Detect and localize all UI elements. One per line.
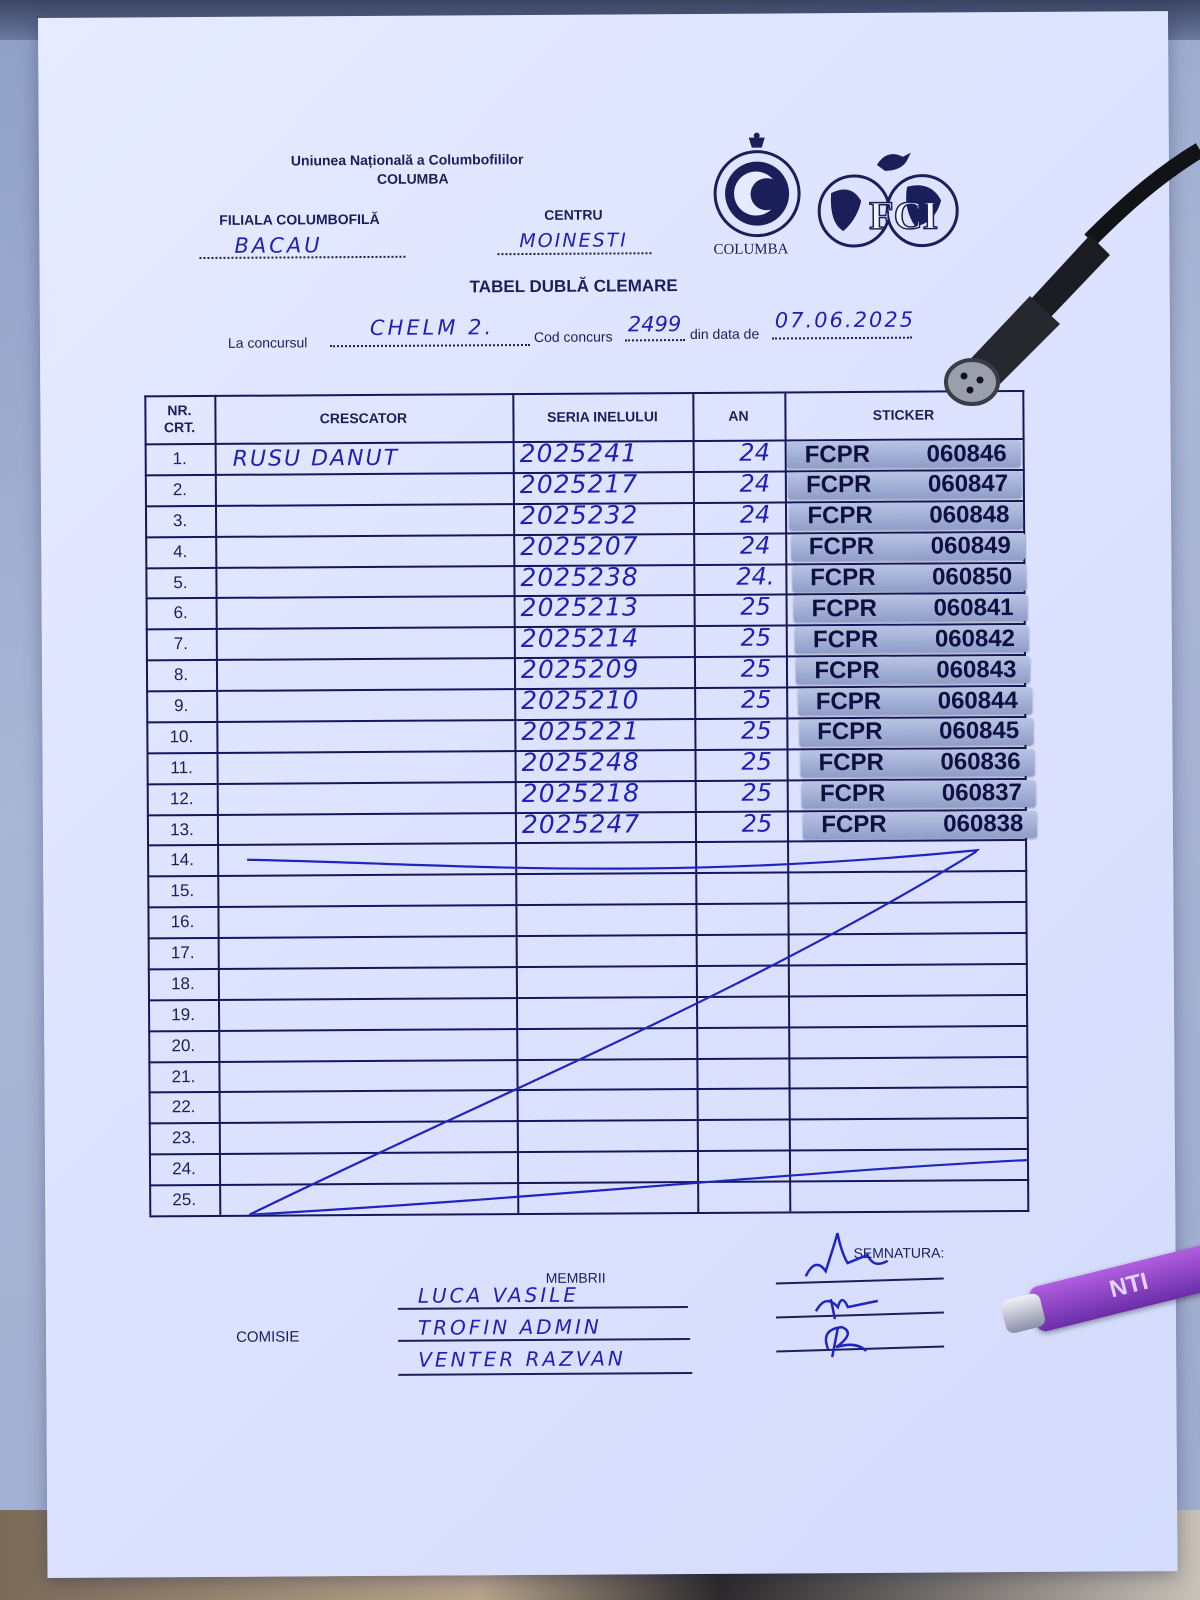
ring-year: 24 [739,500,771,529]
columba-logo [711,131,804,260]
row-number: 7. [173,634,188,654]
cod-concurs-label: Cod concurs [533,328,613,345]
sticker-number: 060838 [943,810,1024,838]
ring-year: 25 [741,747,772,776]
filiala-label: FILIALA COLUMBOFILĂ [219,210,380,228]
data-label: din data de [689,325,760,343]
member-1: LUCA VASILE [417,1282,580,1308]
sticker-number: 060848 [929,501,1010,529]
ring-series: 2025209 [520,654,640,685]
sticker-prefix: FCPR [819,780,886,808]
ring-year: 25 [740,623,772,652]
pen-print: NTI [1106,1267,1151,1304]
ring-series: 2025218 [521,778,641,808]
row-number: 5. [173,572,188,592]
signatures [775,1230,956,1371]
sticker-prefix: FCPR [807,502,873,530]
sticker-number: 060843 [936,655,1017,684]
membrii-label: MEMBRII [545,1269,606,1286]
centru-label: CENTRU [544,206,603,223]
sticker-number: 060845 [938,717,1020,745]
org-name: Uniunea Națională a Columbofililor [290,151,524,169]
centru-value: MOINESTI [519,229,628,253]
ring-series: 2025238 [520,561,639,592]
sticker-prefix: FCPR [805,471,872,499]
data-dotted-line [772,337,912,340]
header-an: AN [728,407,749,424]
ring-series: 2025214 [520,623,640,654]
ring-series: 2025232 [519,500,639,530]
sticker-prefix: FCPR [821,810,887,839]
sticker-number: 060849 [930,532,1011,560]
sticker-prefix: FCPR [815,687,882,715]
row-number: 1. [172,449,187,469]
ring-year: 24. [736,562,775,591]
sticker-prefix: FCPR [812,625,879,654]
row-number: 19. [171,1004,195,1025]
ring-series: 2025247 [521,808,641,839]
row-number: 21. [171,1066,196,1086]
fci-logo-text: FCI [869,192,939,238]
ring-series: 2025207 [520,530,639,561]
sticker-prefix: FCPR [810,563,876,592]
sticker-prefix: FCPR [811,594,878,623]
cod-concurs-value: 2499 [627,312,682,337]
sticker-number: 060836 [940,748,1021,776]
row-number: 10. [169,726,194,747]
ring-year: 25 [740,592,771,622]
ring-series: 2025210 [521,685,640,716]
row-number: 15. [170,881,195,901]
row-number: 13. [170,819,194,839]
sticker-prefix: FCPR [818,749,884,777]
row-number: 24. [172,1159,196,1179]
sticker-prefix: FCPR [814,656,880,684]
org-name-columba: COLUMBA [376,170,449,187]
data-value: 07.06.2025 [774,307,916,333]
ring-year: 25 [740,685,772,714]
sticker-number: 060842 [934,624,1016,653]
ring-series: 2025221 [521,716,640,746]
header-crescator: CRESCATOR [319,409,408,426]
header-seria-inelului: SERIA INELULUI [547,407,658,425]
filiala-value: BACAU [234,233,323,258]
sticker-number: 060850 [932,563,1013,591]
ring-year: 24 [739,469,771,498]
ring-year: 25 [740,716,772,745]
row-number: 16. [170,912,195,932]
ring-series: 2025213 [520,592,640,623]
row-number: 18. [171,974,195,994]
row-number: 12. [169,788,194,808]
sticker-number: 060837 [941,779,1023,807]
ring-year: 25 [741,809,773,838]
ring-year: 25 [740,654,772,683]
row-number: 20. [171,1035,196,1055]
concurs-dotted-line [330,344,530,347]
row-number: 4. [173,541,188,561]
ring-year: 24 [739,438,771,467]
sticker-number: 060841 [933,593,1014,622]
crescator-name: RUSU DANUT [232,445,400,472]
sticker-number: 060846 [926,439,1007,468]
member-3: VENTER RAZVAN [418,1346,626,1372]
clamp-table [144,390,1029,1215]
row-number: 22. [171,1097,196,1117]
columba-logo-text: COLUMBA [713,241,789,258]
row-number: 17. [170,943,195,963]
row-number: 23. [171,1128,196,1148]
cross-out-strike [144,390,1029,1215]
ring-series: 2025217 [519,469,639,499]
ring-year: 24 [739,531,771,560]
member-2: TROFIN ADMIN [417,1314,602,1340]
member-2-line [398,1338,690,1342]
row-number: 6. [173,603,188,623]
sticker-number: 060847 [927,470,1009,498]
row-number: 11. [170,757,193,778]
concurs-value: CHELM 2. [369,315,495,340]
centru-dotted-line [497,252,651,255]
row-number: 14. [170,850,195,870]
row-number: 9. [174,696,189,716]
row-number: 8. [173,665,189,685]
row-number: 25. [172,1190,197,1210]
member-3-line [398,1372,692,1376]
cable-plug [920,120,1200,410]
sticker-number: 060844 [937,686,1018,715]
comisie-label: COMISIE [236,1328,300,1346]
ring-series: 2025248 [521,747,640,777]
semnatura-label: SEMNATURA: [853,1244,945,1262]
ring-year: 25 [741,778,773,807]
header-nr-crt: NR. CRT. [163,402,196,436]
ring-series: 2025241 [519,438,639,469]
cod-dotted-line [625,339,685,341]
sticker-prefix: FCPR [808,533,875,561]
member-1-line [398,1306,688,1310]
sticker-prefix: FCPR [817,718,883,746]
sticker-prefix: FCPR [804,440,871,468]
concurs-label: La concursul [227,334,308,351]
filiala-dotted-line [199,256,405,259]
row-number: 3. [172,510,188,530]
header-sticker: STICKER [872,406,935,423]
form-title: TABEL DUBLĂ CLEMARE [469,276,678,297]
row-number: 2. [172,479,188,500]
